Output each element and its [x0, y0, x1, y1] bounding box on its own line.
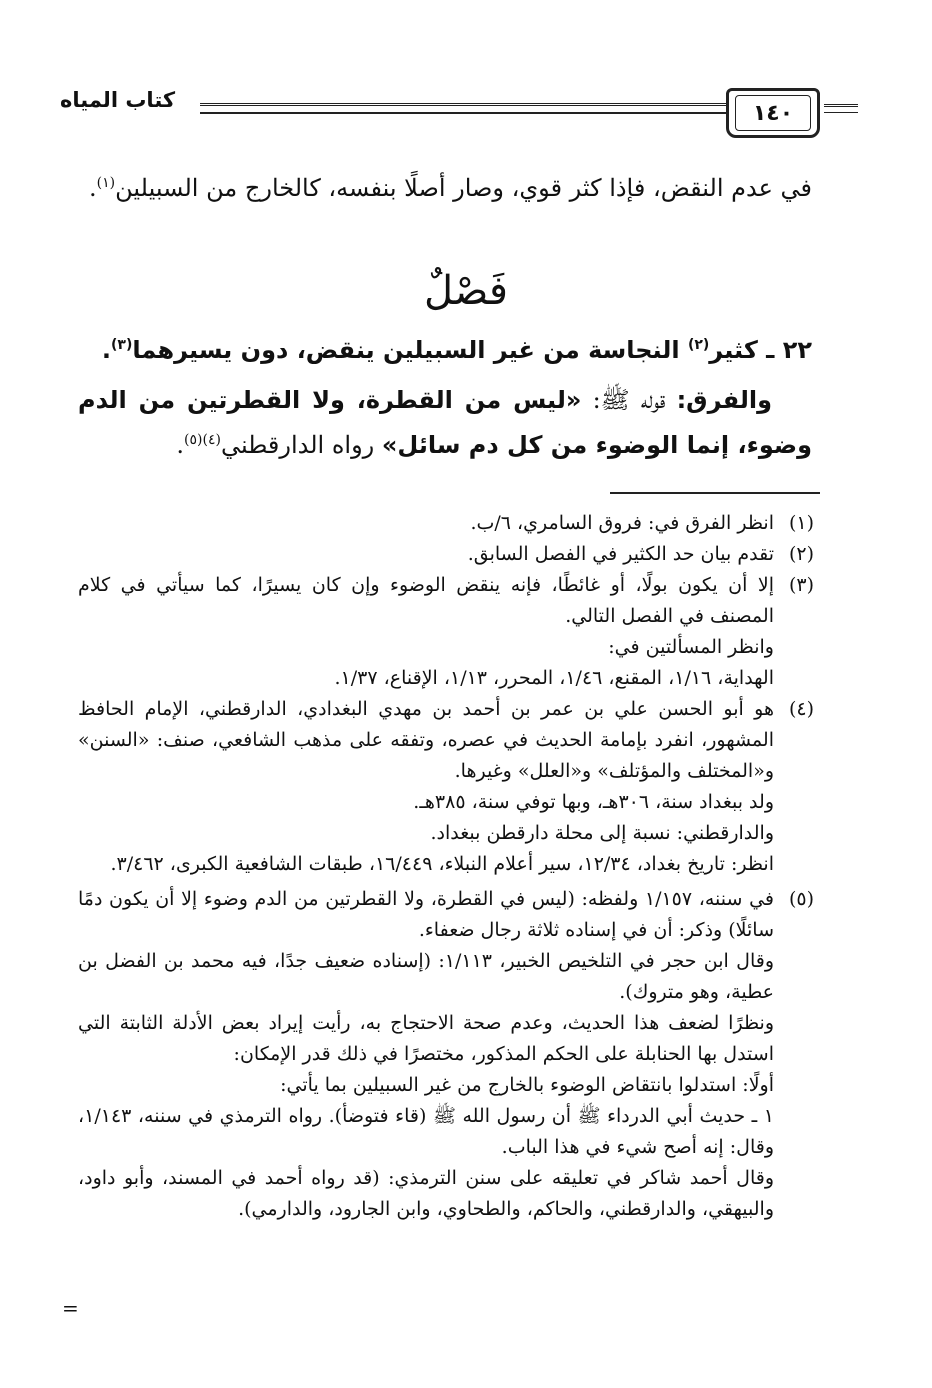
rule-part1: كثير [709, 336, 758, 364]
continuation-mark: = [62, 1296, 79, 1320]
footnote-text: إلا أن يكون بولًا، أو غائطًا، فإنه ينقض الوضوء وإن كان يسيرًا، كما سيأتي في كلام المصنف في الفصل التالي. [78, 574, 774, 627]
footnote-number: (١) [788, 512, 814, 534]
footnote-line: والدارقطني: نسبة إلى محلة دارقطن ببغداد. [430, 822, 774, 844]
footnote-separator [610, 492, 820, 494]
footnote-text: تقدم بيان حد الكثير في الفصل السابق. [467, 543, 774, 565]
narrator: رواه الدارقطني [220, 431, 375, 459]
rule-number: ٢٢ ـ [766, 336, 812, 364]
page-number-frame [726, 88, 820, 138]
difference-label: والفرق: [676, 386, 772, 414]
page-header [60, 88, 820, 132]
header-rule [200, 103, 750, 114]
intro-end: . [89, 174, 97, 202]
intro-text: في عدم النقض، فإذا كثر قوي، وصار أصلًا بنفسه، كالخارج من السبيلين [115, 174, 812, 202]
footnote-3 [78, 570, 814, 632]
footnotes [78, 508, 814, 1225]
footnote-line: ولد ببغداد سنة، ٣٠٦هـ، وبها توفي سنة، ٣٨٥هـ. [413, 791, 774, 813]
footnote-ref: (٤)(٥) [184, 432, 221, 448]
page-number: ١٤٠ [752, 100, 794, 126]
footnote-line: ١ ـ حديث أبي الدرداء ﷺ أن رسول الله ﷺ (قاء فتوضأ). رواه الترمذي في سننه، ١/١٤٣، وقال: إنه أصح شيء في هذا الباب. [78, 1105, 774, 1158]
difference-paragraph [78, 378, 812, 468]
intro-paragraph [78, 166, 812, 211]
book-title: كتاب المياه [60, 88, 176, 112]
header-rule-right [824, 104, 858, 113]
footnote-line: وانظر المسألتين في: [608, 636, 774, 658]
hadith-text: «ليس من القطرة، ولا القطرتين من الدم وضوء، إنما الوضوء من كل دم سائل» [78, 386, 812, 459]
rule-paragraph [78, 328, 812, 373]
difference-intro: قوله ﷺ: [592, 386, 666, 414]
footnote-number: (٤) [788, 698, 814, 720]
footnote-ref: (١) [96, 175, 116, 191]
footnote-number: (٣) [788, 574, 814, 596]
footnote-line: الهداية، ١/١٦، المقنع، ١/٤٦، المحرر، ١/١٣، الإقناع، ١/٣٧. [334, 667, 774, 689]
rule-end: . [101, 336, 111, 364]
rule-part2: النجاسة من غير السبيلين ينقض، دون يسيرهما [132, 336, 680, 364]
footnote-ref: (٢) [687, 337, 710, 353]
footnote-text: هو أبو الحسن علي بن عمر بن أحمد بن مهدي البغدادي، الدارقطني، الإمام الحافظ المشهور، انفرد بإمامة الحديث في عصره، وتفقه على مذهب الشافعي، صنف: «السنن» و«المختلف والمؤتلف» و«العلل» وغيرها. [78, 698, 774, 782]
footnote-2 [78, 539, 814, 570]
difference-end: . [176, 431, 185, 459]
footnote-text: في سننه، ١/١٥٧ ولفظه: (ليس في القطرة، ولا القطرتين من الدم وضوء إلا أن يكون دمًا سائلًا) وذكر: أن في إسناده ثلاثة رجال ضعفاء. [78, 888, 774, 941]
footnote-number: (٥) [788, 888, 814, 910]
footnote-line: انظر: تاريخ بغداد، ١٢/٣٤، سير أعلام النبلاء، ١٦/٤٤٩، طبقات الشافعية الكبرى، ٣/٤٦٢. [110, 853, 774, 875]
footnote-line: أولًا: استدلوا بانتقاض الوضوء بالخارج من غير السبيلين بما يأتي: [280, 1074, 774, 1096]
footnote-line: وقال ابن حجر في التلخيص الخبير، ١/١١٣: (إسناده ضعيف جدًا، فيه محمد بن الفضل بن عطية، وهو متروك). [78, 950, 775, 1003]
footnote-number: (٢) [788, 543, 814, 565]
footnote-line: وقال أحمد شاكر في تعليقه على سنن الترمذي: (قد رواه أحمد في المسند، وأبو داود، والبيهقي، والدارقطني، والحاكم، والطحاوي، وابن الجارود، والدارمي). [78, 1167, 774, 1220]
footnote-5 [78, 884, 814, 946]
footnote-1 [78, 508, 814, 539]
footnote-line: ونظرًا لضعف هذا الحديث، وعدم صحة الاحتجاج به، رأيت إيراد بعض الأدلة الثابتة التي استدل بها الحنابلة على الحكم المذكور، مختصرًا في ذلك قدر الإمكان: [78, 1012, 774, 1065]
footnote-ref: (٣) [111, 337, 133, 353]
footnote-4 [78, 694, 814, 787]
footnote-text: انظر الفرق في: فروق السامري، ٦/ب. [470, 512, 774, 534]
section-heading: فَصْلٌ [423, 268, 509, 314]
